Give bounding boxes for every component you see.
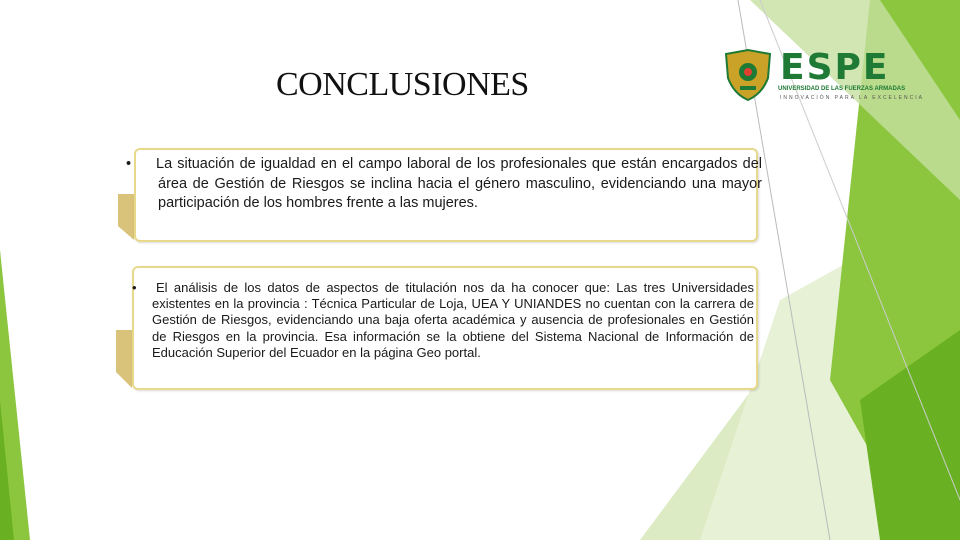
fold-1 — [118, 194, 134, 240]
fold-2 — [116, 330, 132, 388]
logo-university: UNIVERSIDAD DE LAS FUERZAS ARMADAS — [778, 86, 906, 92]
crest-icon — [722, 48, 774, 104]
bullet-text: La situación de igualdad en el campo laboral de los profesionales que están encargados del área de Gestión de Riesgos se inclina hacia el género masculino, evidenciando una mayor participación de los hombres frente a las mujeres. — [156, 156, 762, 211]
bullet-text: El análisis de los datos de aspectos de titulación nos da ha conocer que: Las tres Universidades existentes en la provincia : Técnica Particular de Loja, UEA Y UNIANDES no cuentan con la carrera de Gestión de Riesgos, evidenciando una baja oferta académica y ausencia de profesionales en Gestión de Riesgos en la provincia. Esa información se la obtiene del Sistema Nacional de Información de Educación Superior del Ecuador en la página Geo portal. — [152, 280, 754, 360]
logo-brand: ESPE — [780, 47, 890, 88]
bullet-icon: • — [132, 280, 137, 295]
page-title: CONCLUSIONES — [276, 66, 529, 103]
conclusion-bullet-1 — [126, 155, 762, 214]
logo-tagline: INNOVACIÓN PARA LA EXCELENCIA — [780, 95, 924, 101]
bullet-icon: • — [126, 156, 132, 172]
espe-logo — [722, 48, 922, 104]
conclusion-bullet-2 — [132, 280, 754, 361]
